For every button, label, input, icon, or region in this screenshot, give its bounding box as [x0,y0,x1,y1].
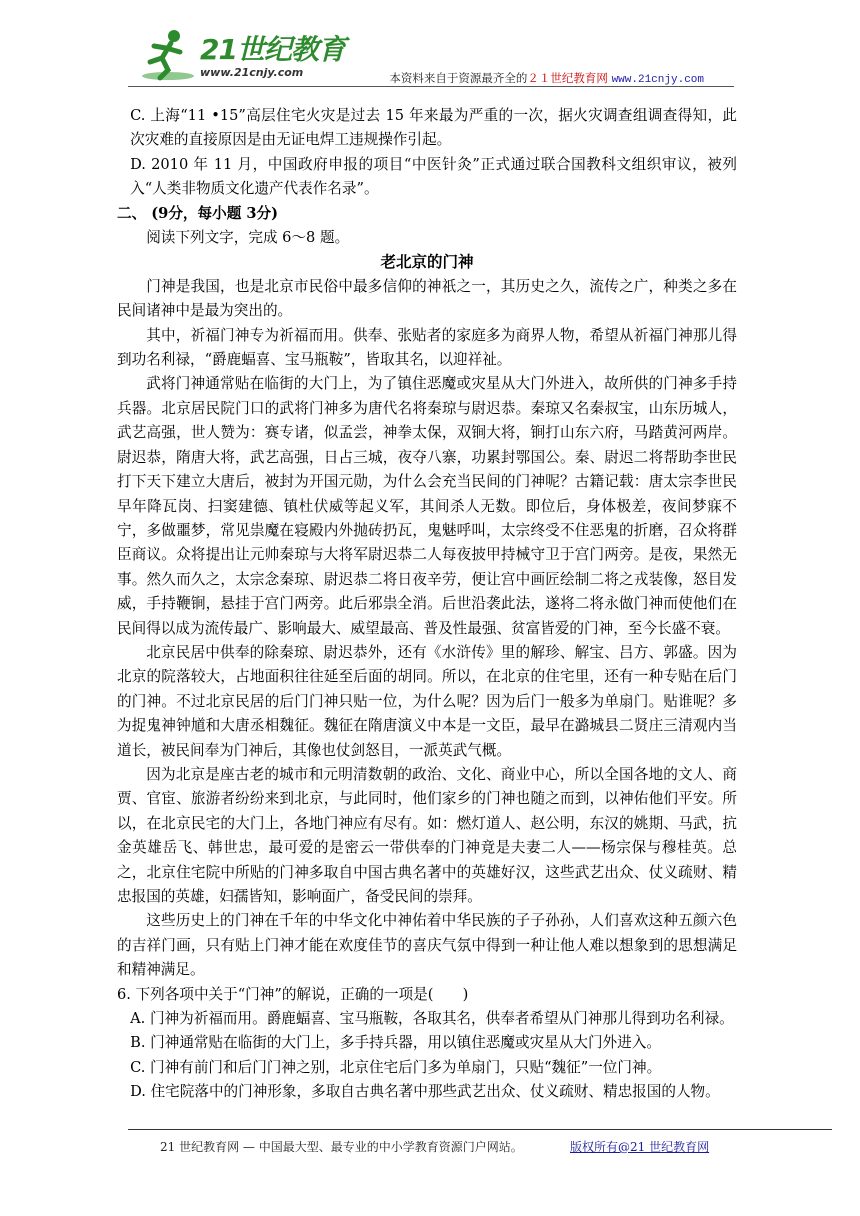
text-paragraph: 北京民居中供奉的除秦琼、尉迟恭外，还有《水浒传》里的解珍、解宝、吕方、郭盛。因为北京的院落较大，占地面积往往延至后面的胡同。所以，在北京的住宅里，还有一种专贴在后门的门神。不过北京民居的后门门神只贴一位，为什么呢？因为后门一般多为单扇门。贴谁呢？多为捉鬼神钟馗和大唐丞相魏征。魏征在隋唐演义中本是一文臣，最早在潞城县二贤庄三清观内当道长，被民间奉为门神后，其像也仗剑怒目，一派英武气概。 [117,643,737,759]
footer-text: 21 世纪教育网 — 中国最大型、最专业的中小学教育资源门户网站。 [160,1140,523,1154]
option-paragraph: C. 门神有前门和后门门神之别，北京住宅后门多为单扇门，只贴“魏征”一位门神。 [130,1058,662,1076]
page-header [128,20,734,86]
text-paragraph: 二、 (9分，每小题 3分) [117,204,279,222]
text-paragraph: 其中，祈福门神专为祈福而用。供奉、张贴者的家庭多为商界人物，希望从祈福门神那儿得到功名利禄，“爵鹿蝠喜、宝马瓶鞍”，皆取其名，以迎祥祉。 [117,326,737,369]
option-paragraph: A. 门神为祈福而用。爵鹿蝠喜、宝马瓶鞍，各取其名，供奉者希望从门神那儿得到功名利禄。 [130,1010,734,1028]
text-paragraph: 门神是我国，也是北京市民俗中最多信仰的神祇之一，其历史之久，流传之广，种类之多在民间诸神中是最为突出的。 [117,277,737,320]
text-paragraph: 这些历史上的门神在千年的中华文化中神佑着中华民族的子子孙孙，人们喜欢这种五颜六色的吉祥门画，只有贴上门神才能在欢度佳节的喜庆气氛中得到一种让他人难以想象到的思想满足和精神满足。 [117,912,737,979]
text-paragraph: 阅读下列文字，完成 6～8 题。 [146,229,350,247]
option-paragraph: C. 上海“11 •15”高层住宅火灾是过去 15 年来最为严重的一次，据火灾调查组调查得知，此次灾难的直接原因是由无证电焊工违规操作引起。 [130,107,737,149]
header-note-prefix: 本资料来自于资源最齐全的 [389,71,528,85]
footer-divider [128,1129,832,1130]
option-paragraph: D. 住宅院落中的门神形象，多取自古典名著中那些武艺出众、仗义疏财、精忠报国的人物。 [130,1083,720,1101]
page-footer [160,1138,710,1155]
header-url-link[interactable]: www.21cnjy.com [611,74,704,86]
text-paragraph: 因为北京是座古老的城市和元明清数朝的政治、文化、商业中心，所以全国各地的文人、商贾、官宦、旅游者纷纷来到北京，与此同时，他们家乡的门神也随之而到，以神佑他们平安。所以，在北京民宅的大门上，各地门神应有尽有。如：燃灯道人、赵公明，东汉的姚期、马武，抗金英雄岳飞、韩世忠，最可爱的是密云一带供奉的门神竟是夫妻二人——杨宗保与穆桂英。总之，北京住宅院中所贴的门神多取自中国古典名著中的英雄好汉，这些武艺出众、仗义疏财、精忠报国的英雄，妇孺皆知，影响面广，备受民间的崇拜。 [117,765,737,905]
text-paragraph: 武将门神通常贴在临街的大门上，为了镇住恶魔或灾星从大门外进入，故所供的门神多手持兵器。北京居民院门口的武将门神多为唐代名将秦琼与尉迟恭。秦琼又名秦叔宝，山东历城人，武艺高强，世人赞为：赛专诸，似孟尝，神拳太保，双锏大将，锏打山东六府，马踏黄河两岸。尉迟恭，隋唐大将，武艺高强，日占三城，夜夺八寨，功累封鄂国公。秦、尉迟二将帮助李世民打下天下建立大唐后，被封为开国元勋，为什么会充当民间的门神呢？古籍记载：唐太宗李世民早年降瓦岗、扫窦建德、镇杜伏威等起义军，其间杀人无数。即位后，身体极差，夜间梦寐不宁，多做噩梦，常见祟魔在寝殿内外抛砖扔瓦，鬼魅呼叫，太宗终受不住恶鬼的折磨，召众将群臣商议。众将提出让元帅秦琼与大将军尉迟恭二人每夜披甲持械守卫于宫门两旁。是夜，果然无事。然久而久之，太宗念秦琼、尉迟恭二将日夜辛劳，便让宫中画匠绘制二将之戎装像，怒目发威，手持鞭锏，悬挂于宫门两旁。此后邪祟全消。后世沿袭此法，遂将二将永做门神而使他们在民间得以成为流传最广、影响最大、威望最高、普及性最强、贫富皆爱的门神，至今长盛不衰。 [117,375,737,637]
site-logo[interactable] [138,22,348,84]
option-paragraph: D. 2010 年 11 月，中国政府申报的项目“中医针灸”正式通过联合国教科文组织审议，被列入“人类非物质文化遗产代表作名录”。 [130,155,737,198]
footer-copyright-link[interactable]: 版权所有@21 世纪教育网 [570,1140,710,1154]
logo-url: www.21cnjy.com [200,66,304,79]
text-paragraph: 6. 下列各项中关于“门神”的解说，正确的一项是( ) [117,985,469,1003]
article-title: 老北京的门神 [380,253,474,272]
header-note [389,70,704,86]
logo-text: 21世纪教育 [200,33,345,66]
document-body [117,104,737,1105]
running-figure-icon [138,26,196,84]
header-site-link[interactable]: ２１世纪教育网 [527,71,608,85]
option-paragraph: B. 门神通常贴在临街的大门上，多手持兵器，用以镇住恶魔或灾星从大门外进入。 [130,1034,661,1052]
header-divider [128,86,734,87]
